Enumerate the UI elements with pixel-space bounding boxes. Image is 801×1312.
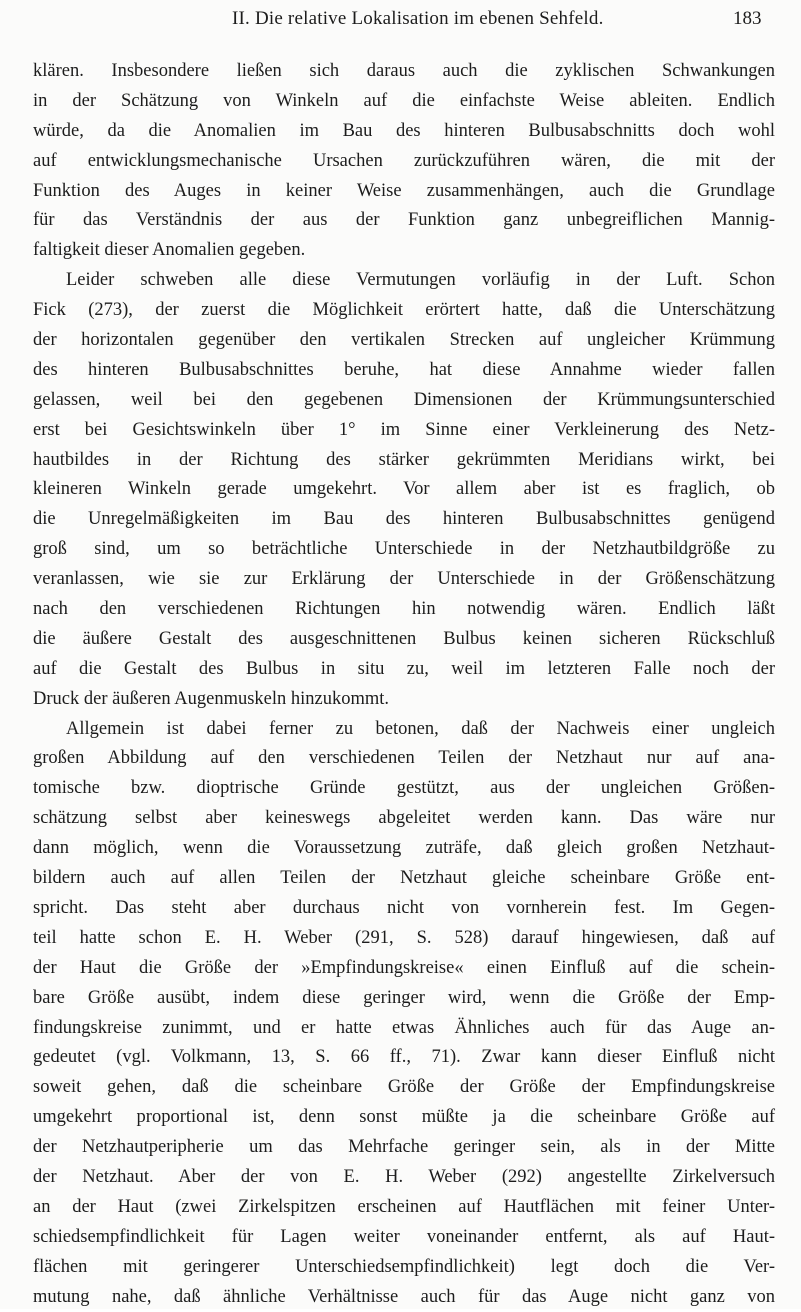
text-line: bare Größe ausübt, indem diese geringer wird, wenn die Größe der Emp- bbox=[33, 987, 775, 1008]
text-line: gedeutet (vgl. Volkmann, 13, S. 66 ff., 71). Zwar kann dieser Einfluß nicht bbox=[33, 1047, 775, 1068]
page-number: 183 bbox=[733, 8, 762, 29]
text-line: in der Schätzung von Winkeln auf die einfachste Weise ableiten. Endlich bbox=[33, 90, 775, 111]
text-line: groß sind, um so beträchtliche Unterschiede in der Netzhautbildgröße zu bbox=[33, 539, 775, 560]
text-line: schätzung selbst aber keineswegs abgeleitet werden kann. Das wäre nur bbox=[33, 808, 775, 829]
text-line: Fick (273), der zuerst die Möglichkeit erörtert hatte, daß die Unterschätzung bbox=[33, 300, 775, 321]
text-line: die äußere Gestalt des ausgeschnittenen Bulbus keinen sicheren Rückschluß bbox=[33, 628, 775, 649]
text-line: faltigkeit dieser Anomalien gegeben. bbox=[33, 240, 306, 261]
page-header bbox=[0, 8, 801, 38]
text-line: soweit gehen, daß die scheinbare Größe der Größe der Empfindungskreise bbox=[33, 1077, 775, 1098]
text-line: spricht. Das steht aber durchaus nicht von vornherein fest. Im Gegen- bbox=[33, 897, 775, 918]
text-line: veranlassen, wie sie zur Erklärung der Unterschiede in der Größenschätzung bbox=[33, 569, 775, 590]
text-line: der Haut die Größe der »Empfindungskreise« einen Einfluß auf die schein- bbox=[33, 957, 775, 978]
text-line: Druck der äußeren Augenmuskeln hinzukommt. bbox=[33, 688, 390, 709]
text-line: auf die Gestalt des Bulbus in situ zu, weil im letzteren Falle noch der bbox=[33, 658, 775, 679]
text-line: der Netzhaut. Aber der von E. H. Weber (292) angestellte Zirkelversuch bbox=[33, 1166, 775, 1187]
running-head: II. Die relative Lokalisation im ebenen Sehfeld. bbox=[232, 8, 604, 29]
text-line: würde, da die Anomalien im Bau des hinteren Bulbusabschnitts doch wohl bbox=[33, 120, 775, 141]
text-line: mutung nahe, daß ähnliche Verhältnisse auch für das Auge nicht ganz von bbox=[33, 1286, 775, 1307]
text-line: hautbildes in der Richtung des stärker gekrümmten Meridians wirkt, bei bbox=[33, 449, 775, 470]
text-line: an der Haut (zwei Zirkelspitzen erscheinen auf Hautflächen mit feiner Unter- bbox=[33, 1196, 775, 1217]
text-line: auf entwicklungsmechanische Ursachen zurückzuführen wären, die mit der bbox=[33, 150, 775, 171]
text-line: bildern auch auf allen Teilen der Netzhaut gleiche scheinbare Größe ent- bbox=[33, 868, 775, 889]
text-line: Leider schweben alle diese Vermutungen vorläufig in der Luft. Schon bbox=[66, 270, 775, 291]
text-line: der horizontalen gegenüber den vertikalen Strecken auf ungleicher Krümmung bbox=[33, 330, 775, 351]
text-line: gelassen, weil bei den gegebenen Dimensionen der Krümmungsunterschied bbox=[33, 389, 775, 410]
text-line: großen Abbildung auf den verschiedenen Teilen der Netzhaut nur auf ana- bbox=[33, 748, 775, 769]
text-line: Funktion des Auges in keiner Weise zusammenhängen, auch die Grundlage bbox=[33, 180, 775, 201]
text-line: kleineren Winkeln gerade umgekehrt. Vor allem aber ist es fraglich, ob bbox=[33, 479, 775, 500]
text-line: teil hatte schon E. H. Weber (291, S. 528) darauf hingewiesen, daß auf bbox=[33, 927, 775, 948]
text-line: erst bei Gesichtswinkeln über 1° im Sinne einer Verkleinerung des Netz- bbox=[33, 419, 775, 440]
text-line: Allgemein ist dabei ferner zu betonen, daß der Nachweis einer ungleich bbox=[66, 718, 775, 739]
text-line: dann möglich, wenn die Voraussetzung zuträfe, daß gleich großen Netzhaut- bbox=[33, 838, 775, 859]
text-line: klären. Insbesondere ließen sich daraus auch die zyklischen Schwankungen bbox=[33, 61, 775, 81]
text-line: nach den verschiedenen Richtungen hin notwendig wären. Endlich läßt bbox=[33, 599, 775, 620]
text-line: der Netzhautperipherie um das Mehrfache geringer sein, als in der Mitte bbox=[33, 1137, 775, 1158]
text-line: umgekehrt proportional ist, denn sonst müßte ja die scheinbare Größe auf bbox=[33, 1107, 775, 1128]
text-line: die Unregelmäßigkeiten im Bau des hinteren Bulbusabschnittes genügend bbox=[33, 509, 775, 530]
text-line: tomische bzw. dioptrische Gründe gestützt, aus der ungleichen Größen- bbox=[33, 778, 775, 799]
text-line: des hinteren Bulbusabschnittes beruhe, hat diese Annahme wieder fallen bbox=[33, 359, 775, 380]
text-line: für das Verständnis der aus der Funktion ganz unbegreiflichen Mannig- bbox=[33, 210, 775, 231]
text-line: flächen mit geringerer Unterschiedsempfindlichkeit) legt doch die Ver- bbox=[33, 1256, 775, 1277]
text-line: schiedsempfindlichkeit für Lagen weiter voneinander entfernt, als auf Haut- bbox=[33, 1226, 775, 1247]
text-line: findungskreise zunimmt, und er hatte etwas Ähnliches auch für das Auge an- bbox=[33, 1017, 775, 1038]
